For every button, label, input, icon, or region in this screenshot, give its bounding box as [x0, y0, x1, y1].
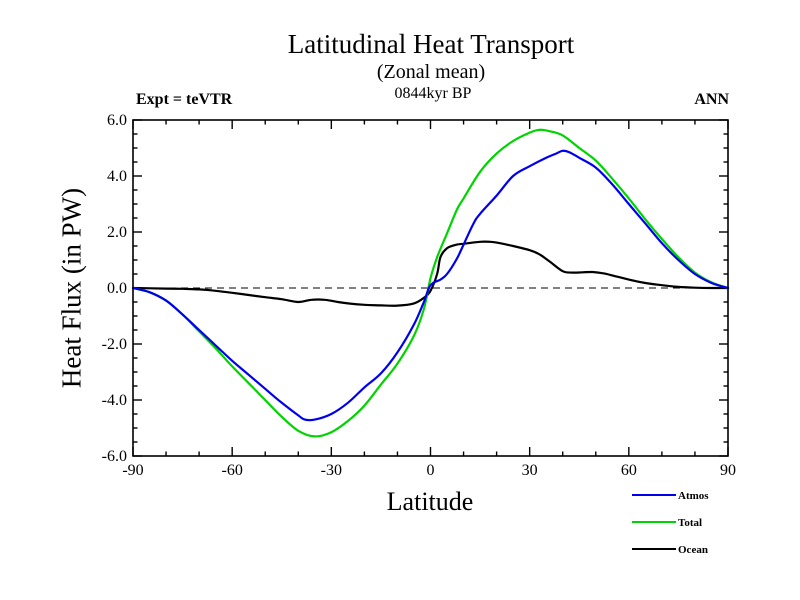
y-tick-label: 2.0	[107, 224, 127, 241]
series-path-total	[133, 130, 728, 437]
chart-title: Latitudinal Heat Transport	[287, 29, 575, 59]
y-axis-label: Heat Flux (in PW)	[56, 187, 87, 389]
y-tick-label: -6.0	[101, 448, 127, 465]
series-path-atmos	[133, 151, 728, 420]
season-label: ANN	[694, 91, 729, 108]
x-tick-label: 30	[521, 462, 538, 479]
x-tick-label: 90	[720, 462, 736, 479]
legend-label-ocean: Ocean	[678, 544, 708, 556]
x-tick-label: -60	[221, 462, 243, 479]
date-label: 0844kyr BP	[394, 85, 472, 102]
y-tick-label: 4.0	[107, 168, 127, 185]
series-path-ocean	[133, 242, 728, 306]
y-tick-label: -4.0	[101, 392, 127, 409]
y-tick-label: 6.0	[107, 112, 127, 129]
y-tick-label: -2.0	[101, 336, 127, 353]
y-tick-label: 0.0	[107, 280, 127, 297]
legend-label-atmos: Atmos	[678, 490, 709, 502]
x-tick-label: -30	[320, 462, 342, 479]
chart-subtitle: (Zonal mean)	[376, 61, 486, 83]
x-axis-label: Latitude	[386, 487, 474, 516]
x-tick-label: -90	[122, 462, 144, 479]
x-tick-label: 60	[620, 462, 637, 479]
experiment-label: Expt = teVTR	[136, 91, 233, 108]
x-tick-label: 0	[426, 462, 435, 479]
legend-label-total: Total	[678, 517, 703, 529]
